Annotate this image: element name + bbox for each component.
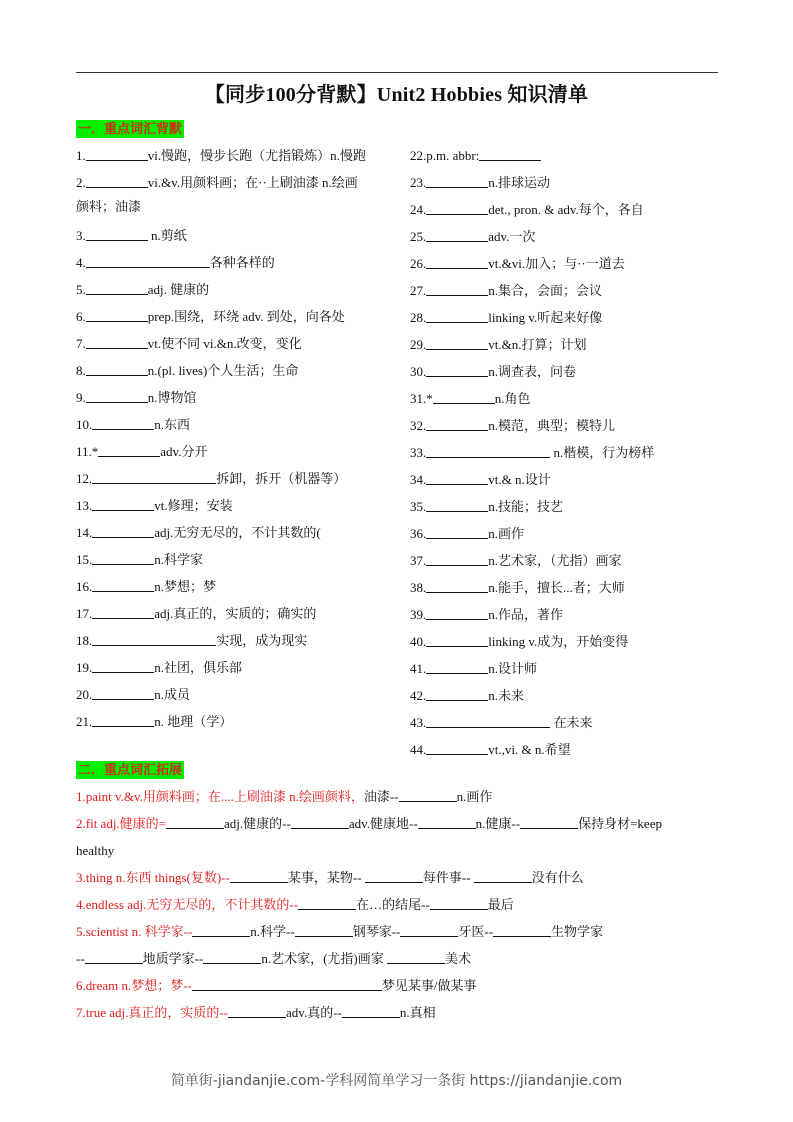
- item-number: 11.*: [76, 444, 99, 459]
- answer-blank[interactable]: [479, 147, 541, 161]
- item-number: 33.: [410, 445, 427, 460]
- expansion-line-3: 3.thing n.东西 things(复数)-- 某事，某物-- 每件事-- 没有什么: [76, 870, 584, 885]
- section-heading-vocabulary: 一．重点词汇背默: [78, 121, 183, 136]
- vocab-item: [76, 222, 396, 249]
- item-definition: n.作品，著作: [488, 607, 564, 622]
- item-definition: vt.&n.打算；计划: [488, 337, 587, 352]
- item-number: 24.: [410, 202, 427, 217]
- vocab-item: [410, 358, 720, 385]
- answer-blank[interactable]: [426, 228, 488, 242]
- answer-blank[interactable]: [426, 417, 488, 431]
- answer-blank[interactable]: [433, 390, 495, 404]
- item-number: 18.: [76, 633, 93, 648]
- answer-blank[interactable]: [86, 281, 148, 295]
- item-number: 41.: [410, 661, 427, 676]
- vocab-item: [76, 519, 396, 546]
- answer-blank[interactable]: [98, 443, 160, 457]
- answer-blank[interactable]: [426, 174, 488, 188]
- item-definition: n.(pl. lives)个人生活；生命: [147, 363, 299, 378]
- item-definition: linking v.听起来好像: [488, 310, 603, 325]
- item-number: 25.: [410, 229, 427, 244]
- answer-blank[interactable]: [86, 308, 148, 322]
- answer-blank[interactable]: [493, 923, 551, 937]
- vocab-item: [410, 439, 720, 466]
- vocab-item: [410, 277, 720, 304]
- item-definition: adj.真正的，实质的；确实的: [154, 606, 317, 621]
- item-number: 30.: [410, 364, 427, 379]
- item-definition: n.剪纸: [147, 228, 187, 243]
- answer-blank[interactable]: [387, 950, 445, 964]
- answer-blank[interactable]: [426, 525, 488, 539]
- answer-blank[interactable]: [426, 363, 488, 377]
- answer-blank[interactable]: [192, 977, 382, 991]
- item-number: 21.: [76, 714, 93, 729]
- item-definition: adv.一次: [488, 229, 536, 244]
- vocab-item: [76, 546, 396, 573]
- vocab-item: [76, 465, 396, 492]
- item-definition: vt.修理；安装: [154, 498, 233, 513]
- item-definition: vt.&vi.加入；与··一道去: [488, 256, 625, 271]
- answer-blank[interactable]: [520, 815, 578, 829]
- answer-blank[interactable]: [426, 606, 488, 620]
- answer-blank[interactable]: [92, 578, 154, 592]
- item-number: 42.: [410, 688, 427, 703]
- item-number: 22.p.m. abbr:: [410, 148, 480, 163]
- item-definition: n.未来: [488, 688, 525, 703]
- answer-blank[interactable]: [426, 660, 488, 674]
- item-definition: det., pron. & adv.每个，各自: [488, 202, 644, 217]
- item-number: 17.: [76, 606, 93, 621]
- vocab-item: [410, 466, 720, 493]
- item-definition: n.排球运动: [488, 175, 551, 190]
- answer-blank[interactable]: [92, 524, 154, 538]
- item-definition: n.集合，会面；会议: [488, 283, 603, 298]
- item-definition: vt.,vi. & n.希望: [488, 742, 571, 757]
- answer-blank[interactable]: [418, 815, 476, 829]
- item-definition: n.博物馆: [147, 390, 197, 405]
- answer-blank[interactable]: [400, 923, 458, 937]
- vocab-item: [410, 169, 720, 196]
- vocab-item: [410, 547, 720, 574]
- item-definition: n.模范，典型；模特儿: [488, 418, 616, 433]
- vocab-item: [410, 574, 720, 601]
- item-definition: n.东西: [154, 417, 191, 432]
- answer-blank[interactable]: [86, 389, 148, 403]
- answer-blank[interactable]: [426, 201, 488, 215]
- item-number: 3.: [76, 228, 86, 243]
- answer-blank[interactable]: [86, 362, 148, 376]
- vocab-item: [76, 169, 396, 196]
- answer-blank[interactable]: [430, 896, 488, 910]
- item-number: 27.: [410, 283, 427, 298]
- expansion-line-4: 4.endless adj.无穷无尽的，不计其数的-- 在…的结尾-- 最后: [76, 897, 514, 912]
- vocab-item: [76, 142, 396, 169]
- vocab-item: [410, 223, 720, 250]
- vocab-item: [76, 627, 396, 654]
- item-number: 16.: [76, 579, 93, 594]
- item-definition: 各种各样的: [209, 255, 275, 270]
- item-definition: 拆卸，拆开（机器等）: [216, 471, 347, 486]
- item-definition: n.角色: [494, 391, 531, 406]
- vocab-item: [76, 411, 396, 438]
- vocab-item-continuation: 颜料；油漆: [76, 199, 142, 214]
- answer-blank[interactable]: [342, 1004, 400, 1018]
- vocab-item: [410, 250, 720, 277]
- item-definition: 实现，成为现实: [216, 633, 308, 648]
- item-number: 39.: [410, 607, 427, 622]
- vocab-item: [76, 303, 396, 330]
- answer-blank[interactable]: [230, 869, 288, 883]
- item-definition: n. 地理（学）: [154, 714, 233, 729]
- top-rule: [76, 72, 718, 73]
- item-definition: vi.&v.用颜料画；在··上刷油漆 n.绘画: [147, 175, 358, 190]
- vocab-item: [76, 600, 396, 627]
- answer-blank[interactable]: [426, 444, 550, 458]
- item-number: 4.: [76, 255, 86, 270]
- item-number: 12.: [76, 471, 93, 486]
- expansion-line-5: 5.scientist n. 科学家-- n.科学-- 钢琴家-- 牙医-- 生物学家: [76, 924, 604, 939]
- vocab-item: [76, 492, 396, 519]
- vocab-item: [76, 654, 396, 681]
- vocab-item: [76, 573, 396, 600]
- item-number: 38.: [410, 580, 427, 595]
- vocab-item: [76, 438, 396, 465]
- vocab-item: [410, 655, 720, 682]
- answer-blank[interactable]: [86, 147, 148, 161]
- item-number: 44.: [410, 742, 427, 757]
- answer-blank[interactable]: [426, 255, 488, 269]
- answer-blank[interactable]: [426, 714, 550, 728]
- vocab-item: [76, 330, 396, 357]
- answer-blank[interactable]: [298, 896, 356, 910]
- item-number: 43.: [410, 715, 427, 730]
- item-number: 28.: [410, 310, 427, 325]
- vocab-item: [410, 304, 720, 331]
- vocab-item: [410, 736, 720, 763]
- answer-blank[interactable]: [192, 923, 250, 937]
- expansion-line-5-cont: -- 地质学家-- n.艺术家，(尤指)画家 美术: [76, 951, 472, 966]
- answer-blank[interactable]: [399, 788, 457, 802]
- vocab-item: [410, 709, 720, 736]
- item-definition: n.楷模，行为榜样: [550, 445, 655, 460]
- answer-blank[interactable]: [92, 686, 154, 700]
- item-definition: n.能手，擅长...者；大师: [488, 580, 625, 595]
- vocab-item: [76, 384, 396, 411]
- answer-blank[interactable]: [86, 335, 148, 349]
- vocab-item: [410, 196, 720, 223]
- vocab-item: [410, 628, 720, 655]
- vocab-item: [76, 681, 396, 708]
- answer-blank[interactable]: [426, 498, 488, 512]
- item-number: 8.: [76, 363, 86, 378]
- item-number: 23.: [410, 175, 427, 190]
- item-definition: adj.无穷无尽的，不计其数的(: [154, 525, 321, 540]
- footer-watermark: 简单街-jiandanjie.com-学科网简单学习一条街 https://jiandanjie.com: [170, 1073, 623, 1089]
- item-number: 31.*: [410, 391, 433, 406]
- expansion-list: [76, 783, 726, 1026]
- item-definition: vi.慢跑，慢步长跑（尤指锻炼）n.慢跑: [147, 148, 366, 163]
- answer-blank[interactable]: [92, 497, 154, 511]
- item-number: 35.: [410, 499, 427, 514]
- item-definition: vt.& n.设计: [488, 472, 551, 487]
- item-definition: vt.使不同 vi.&n.改变，变化: [147, 336, 302, 351]
- item-number: 36.: [410, 526, 427, 541]
- item-definition: n.科学家: [154, 552, 204, 567]
- expansion-line-1: 1.paint v.&v.用颜料画；在....上刷油漆 n.绘画颜料，油漆-- n.画作: [76, 789, 493, 804]
- answer-blank[interactable]: [166, 815, 224, 829]
- answer-blank[interactable]: [92, 632, 216, 646]
- section-heading-expansion: 二．重点词汇拓展: [78, 762, 183, 777]
- item-number: 10.: [76, 417, 93, 432]
- item-number: 2.: [76, 175, 86, 190]
- answer-blank[interactable]: [426, 552, 488, 566]
- vocab-item: [76, 708, 396, 735]
- vocab-item: [410, 682, 720, 709]
- item-definition: n.技能；技艺: [488, 499, 564, 514]
- answer-blank[interactable]: [92, 416, 154, 430]
- item-definition: adv.分开: [160, 444, 208, 459]
- expansion-line-2-cont: healthy: [76, 843, 115, 858]
- vocab-item: [76, 249, 396, 276]
- answer-blank[interactable]: [86, 227, 148, 241]
- item-definition: linking v.成为，开始变得: [488, 634, 629, 649]
- answer-blank[interactable]: [426, 309, 488, 323]
- answer-blank[interactable]: [426, 633, 488, 647]
- item-definition: adj. 健康的: [147, 282, 210, 297]
- answer-blank[interactable]: [92, 470, 216, 484]
- answer-blank[interactable]: [92, 551, 154, 565]
- answer-blank[interactable]: [86, 254, 210, 268]
- item-number: 29.: [410, 337, 427, 352]
- answer-blank[interactable]: [85, 950, 143, 964]
- item-definition: n.设计师: [488, 661, 538, 676]
- answer-blank[interactable]: [426, 282, 488, 296]
- answer-blank[interactable]: [426, 579, 488, 593]
- item-number: 20.: [76, 687, 93, 702]
- item-definition: n.梦想；梦: [154, 579, 217, 594]
- item-number: 15.: [76, 552, 93, 567]
- item-definition: n.艺术家，（尤指）画家: [488, 553, 622, 568]
- vocab-list-right: [410, 142, 720, 763]
- item-number: 1.: [76, 148, 86, 163]
- item-number: 5.: [76, 282, 86, 297]
- item-number: 14.: [76, 525, 93, 540]
- vocab-item: [410, 412, 720, 439]
- answer-blank[interactable]: [86, 174, 148, 188]
- answer-blank[interactable]: [426, 741, 488, 755]
- item-number: 7.: [76, 336, 86, 351]
- answer-blank[interactable]: [228, 1004, 286, 1018]
- answer-blank[interactable]: [92, 659, 154, 673]
- item-definition: n.画作: [488, 526, 525, 541]
- vocab-item: [410, 331, 720, 358]
- vocab-item: [410, 385, 720, 412]
- item-number: 9.: [76, 390, 86, 405]
- item-definition: 在未来: [550, 715, 593, 730]
- answer-blank[interactable]: [203, 950, 261, 964]
- answer-blank[interactable]: [426, 687, 488, 701]
- answer-blank[interactable]: [92, 605, 154, 619]
- item-number: 6.: [76, 309, 86, 324]
- page-title: 【同步100分背默】Unit2 Hobbies 知识清单: [204, 84, 589, 106]
- item-number: 37.: [410, 553, 427, 568]
- item-number: 19.: [76, 660, 93, 675]
- expansion-line-7: 7.true adj.真正的，实质的-- adv.真的-- n.真相: [76, 1005, 436, 1020]
- vocab-item: [410, 520, 720, 547]
- item-number: 32.: [410, 418, 427, 433]
- answer-blank[interactable]: [291, 815, 349, 829]
- item-number: 26.: [410, 256, 427, 271]
- vocab-item: [410, 493, 720, 520]
- item-definition: n.社团，俱乐部: [154, 660, 243, 675]
- vocab-item: [410, 601, 720, 628]
- answer-blank[interactable]: [426, 471, 488, 485]
- vocab-item: [76, 357, 396, 384]
- answer-blank[interactable]: [92, 713, 154, 727]
- answer-blank[interactable]: [426, 336, 488, 350]
- vocab-item: [410, 142, 720, 169]
- expansion-line-6: 6.dream n.梦想；梦-- 梦见某事/做某事: [76, 978, 477, 993]
- answer-blank[interactable]: [474, 869, 532, 883]
- item-number: 34.: [410, 472, 427, 487]
- item-number: 40.: [410, 634, 427, 649]
- item-definition: n.成员: [154, 687, 191, 702]
- vocab-item: [76, 276, 396, 303]
- vocab-list-left: [76, 142, 396, 735]
- item-definition: n.调查表，问卷: [488, 364, 577, 379]
- expansion-line-2: 2.fit adj.健康的= adj.健康的-- adv.健康地-- n.健康-- 保持身材=keep: [76, 816, 662, 831]
- item-number: 13.: [76, 498, 93, 513]
- answer-blank[interactable]: [365, 869, 423, 883]
- item-definition: prep.围绕，环绕 adv. 到处，向各处: [147, 309, 345, 324]
- answer-blank[interactable]: [295, 923, 353, 937]
